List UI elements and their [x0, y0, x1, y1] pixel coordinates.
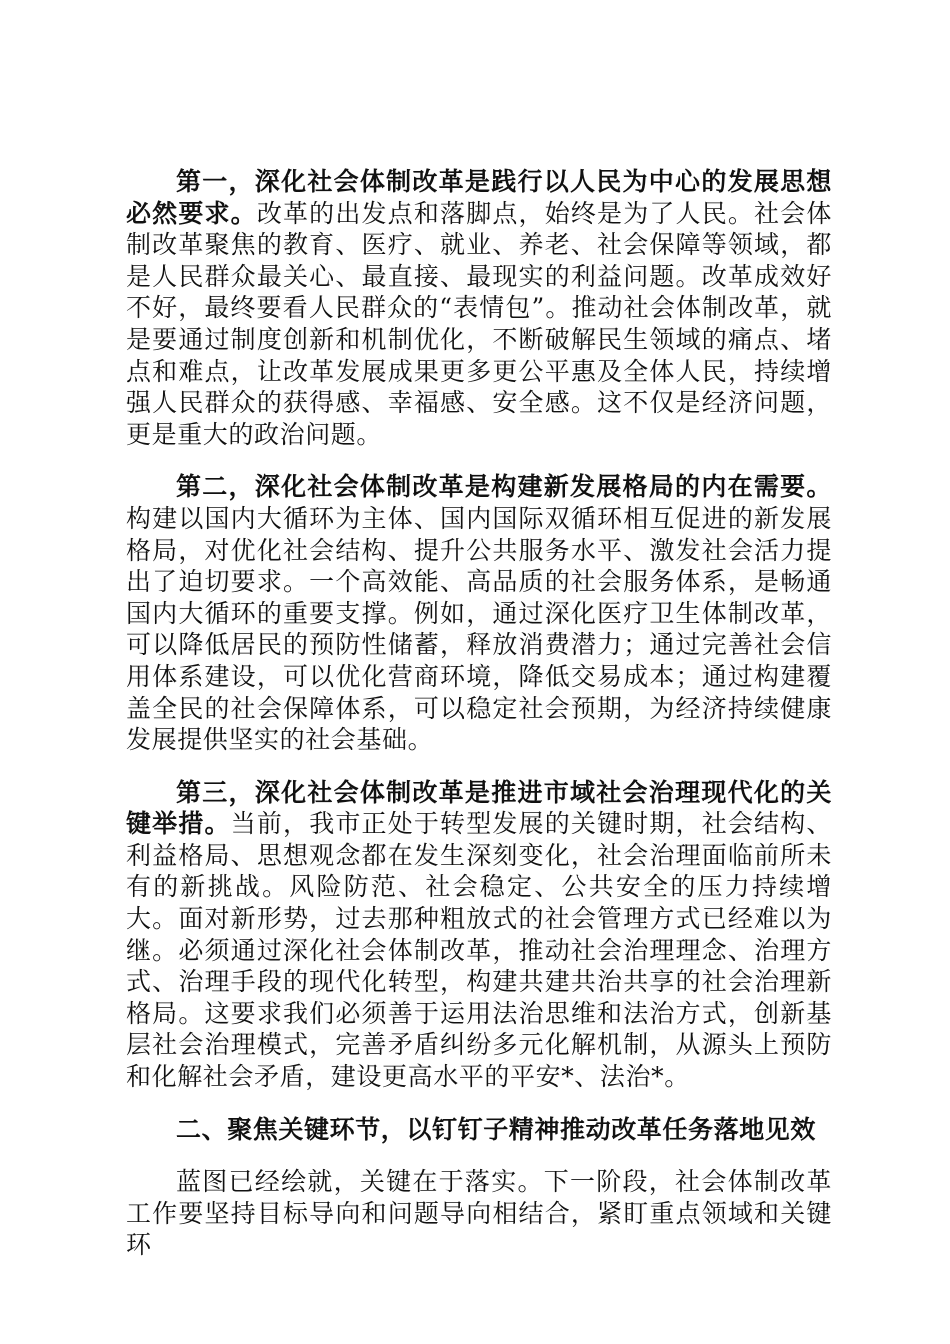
- paragraph-second: [126, 471, 832, 755]
- paragraph-third: [126, 777, 832, 1093]
- paragraph-first: [126, 166, 832, 450]
- document-page: [126, 166, 832, 1282]
- paragraph-third-lead: 第三，深化社会体制改革是推进市域社会治理现代化的关键举措。: [126, 777, 832, 839]
- paragraph-closing: 蓝图已经绘就，关键在于落实。下一阶段，社会体制改革工作要坚持目标导向和问题导向相结合，紧盯重点领域和关键环: [126, 1167, 832, 1260]
- section-heading: 二、聚焦关键环节，以钉钉子精神推动改革任务落地见效: [176, 1114, 817, 1144]
- paragraph-second-body: 构建以国内大循环为主体、国内国际双循环相互促进的新发展格局，对优化社会结构、提升公共服务水平、激发社会活力提出了迫切要求。一个高效能、高品质的社会服务体系，是畅通国内大循环的重要支撑。例如，通过深化医疗卫生体制改革，可以降低居民的预防性储蓄，释放消费潜力；通过完善社会信用体系建设，可以优化营商环境，降低交易成本；通过构建覆盖全民的社会保障体系，可以稳定社会预期，为经济持续健康发展提供坚实的社会基础。: [126, 503, 832, 755]
- paragraph-third-body: 当前，我市正处于转型发展的关键时期，社会结构、利益格局、思想观念都在发生深刻变化，社会治理面临前所未有的新挑战。风险防范、社会稳定、公共安全的压力持续增大。面对新形势，过去那种粗放式的社会管理方式已经难以为继。必须通过深化社会体制改革，推动社会治理理念、治理方式、治理手段的现代化转型，构建共建共治共享的社会治理新格局。这要求我们必须善于运用法治思维和法治方式，创新基层社会治理模式，完善矛盾纠纷多元化解机制，从源头上预防和化解社会矛盾，建设更高水平的平安*、法治*。: [126, 809, 832, 1092]
- paragraph-first-body: 改革的出发点和落脚点，始终是为了人民。社会体制改革聚焦的教育、医疗、就业、养老、社会保障等领域，都是人民群众最关心、最直接、最现实的利益问题。改革成效好不好，最终要看人民群众的“表情包”。推动社会体制改革，就是要通过制度创新和机制优化，不断破解民生领域的痛点、堵点和难点，让改革发展成果更多更公平惠及全体人民，持续增强人民群众的获得感、幸福感、安全感。这不仅是经济问题，更是重大的政治问题。: [126, 198, 832, 449]
- paragraph-first-lead: 第一，深化社会体制改革是践行以人民为中心的发展思想必然要求。: [126, 167, 832, 228]
- paragraph-second-lead: 第二，深化社会体制改革是构建新发展格局的内在需要。: [176, 472, 832, 502]
